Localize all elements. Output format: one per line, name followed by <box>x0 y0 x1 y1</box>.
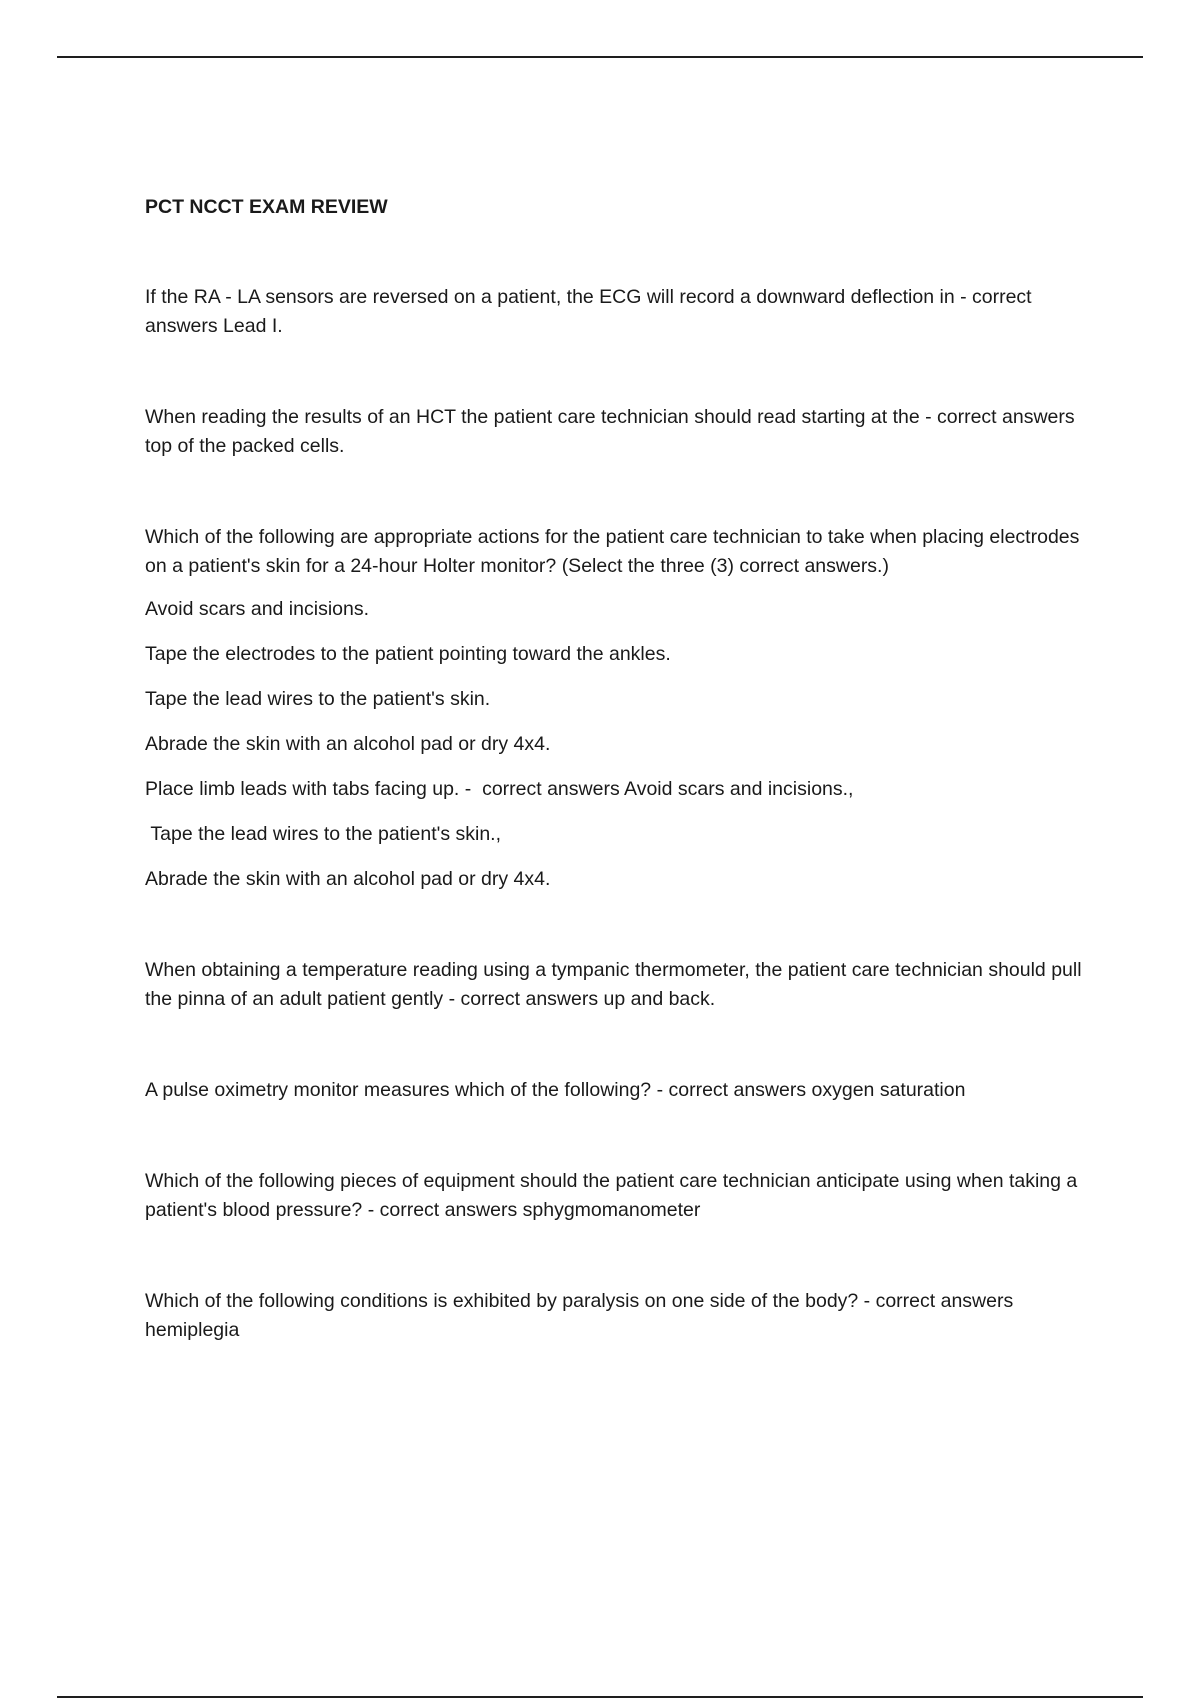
header-rule <box>57 56 1143 58</box>
footer-rule <box>57 1696 1143 1698</box>
holter-option-3: Tape the lead wires to the patient's skin. <box>145 688 491 710</box>
holter-answer-2: Tape the lead wires to the patient's skin., <box>145 823 502 845</box>
qa-item-hct: When reading the results of an HCT the patient care technician should read starting at the - correct answers top of the packed cells. <box>145 406 1075 457</box>
document-body <box>145 180 1085 1345</box>
holter-option-5-answer: Place limb leads with tabs facing up. - correct answers Avoid scars and incisions., <box>145 778 854 800</box>
document-title: PCT NCCT EXAM REVIEW <box>145 196 388 218</box>
qa-item-holter <box>145 523 1085 894</box>
qa-item-tympanic: When obtaining a temperature reading using a tympanic thermometer, the patient care technician should pull the pinna of an adult patient gently - correct answers up and back. <box>145 959 1082 1010</box>
qa-item-pulse-oximetry: A pulse oximetry monitor measures which of the following? - correct answers oxygen saturation <box>145 1079 966 1101</box>
holter-option-2: Tape the electrodes to the patient pointing toward the ankles. <box>145 643 671 665</box>
holter-answer-3: Abrade the skin with an alcohol pad or dry 4x4. <box>145 868 551 890</box>
qa-item-ecg-leads: If the RA - LA sensors are reversed on a patient, the ECG will record a downward deflection in - correct answers Lead I. <box>145 286 1032 337</box>
qa-item-blood-pressure: Which of the following pieces of equipment should the patient care technician anticipate using when taking a patient's blood pressure? - correct answers sphygmomanometer <box>145 1170 1078 1221</box>
holter-option-4: Abrade the skin with an alcohol pad or dry 4x4. <box>145 733 551 755</box>
holter-option-1: Avoid scars and incisions. <box>145 598 370 620</box>
qa-item-hemiplegia: Which of the following conditions is exhibited by paralysis on one side of the body? - correct answers hemiplegia <box>145 1290 1014 1341</box>
holter-question: Which of the following are appropriate actions for the patient care technician to take when placing electrodes on a patient's skin for a 24-hour Holter monitor? (Select the three (3) correct answers.) <box>145 526 1080 577</box>
